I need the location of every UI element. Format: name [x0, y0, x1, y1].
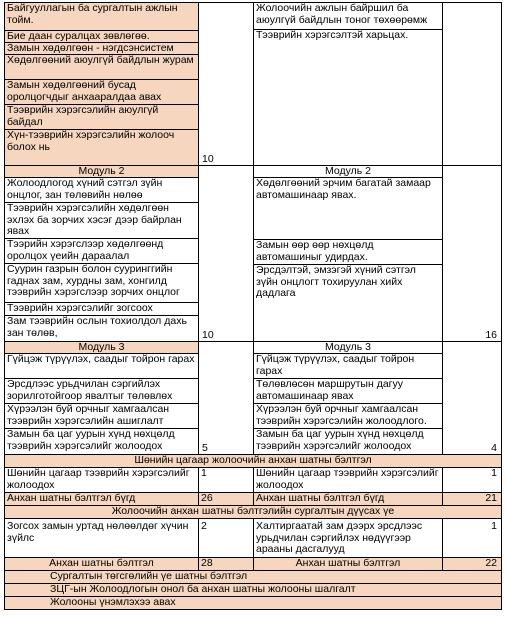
exam1-left-hours: 1: [198, 467, 254, 493]
s3-left-item: Хүрээлэн буй орчныг хамгаалсан тээврийн хэрэгсэлийн ашиглалт: [4, 403, 199, 429]
s2-left-item: Суурин газрын болон сууринггийн гаднах зам, хурдны зам, хонгилд тээврийн хэрэгслээр зорчих онцлог: [4, 263, 199, 303]
exam2-left-item: Зогсох замын уртад нөлөөлдөг хүчин зүйлс: [4, 518, 199, 558]
s2-left-item: Тээрийн хэрэгслээр хөдөлгөөнд оролцох үеийн дараалал: [4, 238, 199, 264]
s3-right-module-title: Модуль 3: [253, 341, 443, 354]
exam2-right-total-label: Анхан шатны бэлтгэл: [253, 557, 443, 571]
exam1-left-total-label: Анхан шатны бэлтгэл бүгд: [4, 492, 199, 506]
exam2-left-total-label: Анхан шатны бэлтгэл: [4, 557, 199, 571]
exam1-left-total: 26: [198, 492, 254, 506]
s1-right-hours: [442, 2, 502, 166]
exam1-right-total: 21: [442, 492, 502, 506]
s3-right-item: Төлөвлөсөн маршрутын дагуу автомашинаар явах: [253, 378, 443, 404]
s2-right-item: Хөдөлгөөний эрчим багатай замаар автомашинаар явах.: [253, 177, 443, 240]
s3-right-item: Хүрээлэн буй орчныг хамгаалсан тээврийн хэрэгсэлийн жолоодлого.: [253, 403, 443, 429]
s2-left-item: Жолоодлогод хүний сэтгэл зүйн онцлог, зан төлөвийн нөлөө: [4, 177, 199, 203]
exam2-left-total: 28: [198, 557, 254, 571]
s1-left-item: Бие даан суралцах зөвлөгөө.: [4, 30, 199, 43]
s3-left-item: Замын ба цаг уурын хүнд нөхцөлд тээврийн хэрэгсэлийг жолоодох: [4, 428, 199, 455]
s2-right-hours: 16: [442, 165, 502, 342]
s3-left-item: Эрсдлээс урьдчилан сэргийлэх зорилготойгоор явалтыг төлөвлөх: [4, 378, 199, 404]
s2-left-item: Тээврийн хэрэгсэлийг зогсоох: [4, 302, 199, 316]
s1-right-item: Тээврийн хэрэгсэлтэй харьцах.: [253, 29, 443, 166]
s3-right-item: Гүйцэж түрүүлэх, саадыг тойрон гарах: [253, 353, 443, 379]
footer-row: Сургалтын төгсгөлийн үе шатны бэлтгэл: [4, 570, 502, 584]
course-end-banner: Жолоочийн анхан шатны бэлтгэлийн сургалтын дүүсах үе: [4, 505, 502, 519]
s2-left-item: Зам тээврийн ослын тохиолдол дахь зан төлөв,: [4, 315, 199, 342]
s1-left-item: Байгууллагын ба сургалтын ажлын тойм.: [4, 2, 199, 31]
s1-left-hours: 10: [198, 2, 254, 166]
footer-row: Жолооны үнэмлэхээ авах: [4, 596, 502, 610]
s1-left-item: Хүн-тээврийн хэрэгсэлийн жолооч болох нь: [4, 129, 199, 166]
exam2-right-total: 22: [442, 557, 502, 571]
s1-left-item: Хөдөлгөөний аюулгүй байдлын журам: [4, 54, 199, 80]
exam2-left-hours: 2: [198, 518, 254, 558]
s1-right-item: Жолоочийн ажлын байршил ба аюулгүй байдлын тоног төхөөрөмж: [253, 2, 443, 30]
exam2-right-hours: 1: [442, 518, 502, 558]
curriculum-table: [4, 2, 502, 614]
s2-right-item: Эрсдэлтэй, эмзэгэй хүний сэтгэл зүйн онцлогт тохируулан хийх дадлага: [253, 264, 443, 342]
exam1-right-item: Шөнийн цагаар тээврийн хэрэгсэлийг жолоодох: [253, 467, 443, 493]
footer-row: ЗЦГ-ын Жолоодлогын онол ба анхан шатны жолооны шалгалт: [4, 583, 502, 597]
s3-left-item: Гүйцэж түрүүлэх, саадыг тойрон гарах: [4, 353, 199, 379]
s1-left-item: Замын хөдөлгөөний бусад оролцогчдыг анхааралдаа авах: [4, 79, 199, 105]
night-driving-banner: Шөнийн цагаар жолоочийн анхан шатны бэлтгэл: [4, 454, 502, 468]
exam1-right-hours: 1: [442, 467, 502, 493]
exam1-left-item: Шөнийн цагаар тээврийн хэрэгсэлийг жолоодох: [4, 467, 199, 493]
s1-left-item: Замын хөдөлгөөн - нэгдсэнсистем: [4, 42, 199, 55]
s3-left-module-title: Модуль 3: [4, 341, 199, 354]
exam1-right-total-label: Анхан шатны бэлтгэл бүгд: [253, 492, 443, 506]
s3-right-hours: 4: [442, 341, 502, 455]
s2-right-item: Замын өөр өөр нөхцөлд автомашиныг удирдах.: [253, 239, 443, 265]
s2-left-hours: 10: [198, 165, 254, 342]
s1-left-item: Тээврийн хэрэгсэлийн аюулгүй байдал: [4, 104, 199, 130]
s2-left-item: Тээврийн хэрэгсэлийн хөдөлгөөн эхлэх ба зорчих хэсэг дээр байрлан явах: [4, 202, 199, 239]
s2-left-module-title: Модуль 2: [4, 165, 199, 178]
s3-left-hours: 5: [198, 341, 254, 455]
exam2-right-item: Халтиргаатай зам дээрх эрсдлээс урьдчилан сэргийлэх нөдүүгээр арааны дасгалууд: [253, 518, 443, 558]
s3-right-item: Замын ба цаг уурын хүнд нөхцөлд тээврийн хэрэгсэлийг жолоодох: [253, 428, 443, 455]
s2-right-module-title: Модуль 2: [253, 165, 443, 178]
